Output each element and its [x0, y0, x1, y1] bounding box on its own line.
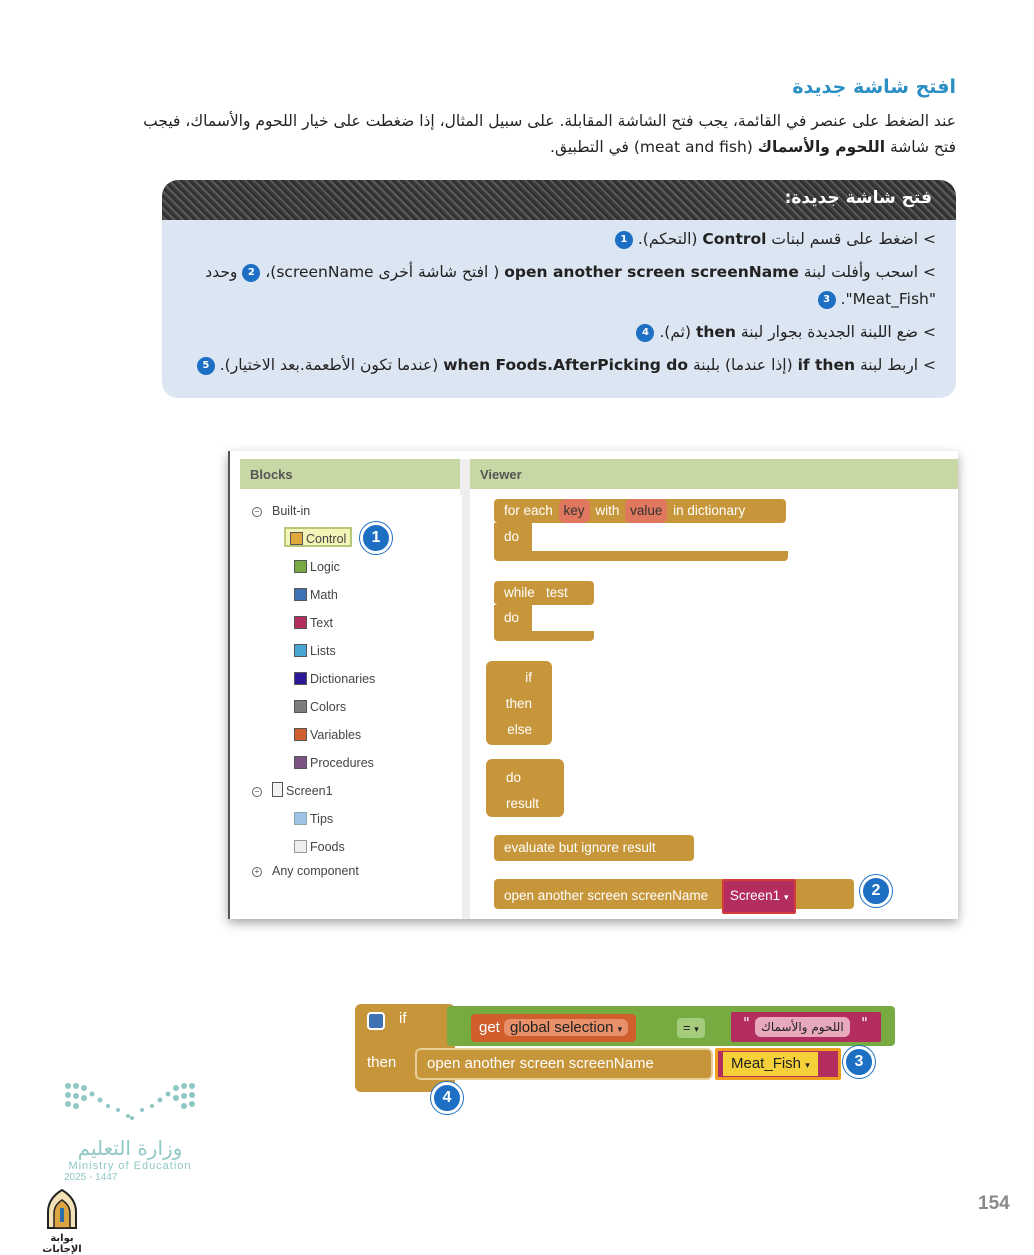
app-inventor-screenshot: [228, 451, 958, 919]
open-another-screen-block[interactable]: open another screen screenName Screen1 ▾: [494, 879, 854, 909]
step-2: > اسحب وأفلت لبنة open another screen screenName ( افتح شاشة أخرى screenName)، 2 وحدد: [205, 263, 936, 281]
ministry-year: 2025 - 1447: [64, 1172, 118, 1183]
instruction-box: [162, 180, 956, 398]
quote-close: ": [861, 1014, 868, 1032]
if-then-else-block[interactable]: if then else: [486, 661, 552, 745]
collapse-icon[interactable]: −: [252, 507, 262, 517]
then-label: then: [367, 1054, 397, 1071]
tree-group-screen1[interactable]: − Screen1: [252, 781, 333, 801]
page-title: افتح شاشة جديدة: [792, 76, 956, 98]
image-icon: [294, 812, 307, 825]
for-each-footer: [494, 551, 788, 561]
blocks-viewer: [470, 495, 958, 919]
if-then-block[interactable]: [355, 1004, 895, 1106]
intro-line-1: عند الضغط على عنصر في القائمة، يجب فتح الشاشة المقابلة. على سبيل المثال، إذا ضغطت على خيار اللحوم والأسماك، فيجب: [143, 112, 956, 130]
tree-item-foods[interactable]: Foods: [294, 837, 345, 857]
tree-item-math[interactable]: Math: [294, 585, 338, 605]
tree-item-control[interactable]: Control: [284, 527, 352, 547]
step-3: > ضع اللبنة الجديدة بجوار لبنة then (ثم). 4: [636, 319, 936, 346]
tree-item-variables[interactable]: Variables: [294, 725, 361, 745]
open-another-screen-block[interactable]: open another screen screenName: [415, 1048, 713, 1080]
do-result-block[interactable]: do result: [486, 759, 564, 817]
variables-color-icon: [294, 728, 307, 741]
global-selection-dropdown[interactable]: global selection ▾: [504, 1019, 628, 1036]
callout-1: 1: [360, 522, 392, 554]
viewer-panel-header: Viewer: [470, 459, 958, 489]
tree-item-tips[interactable]: Tips: [294, 809, 333, 829]
callout-2: 2: [860, 875, 892, 907]
if-label: if: [399, 1010, 407, 1027]
procedures-color-icon: [294, 756, 307, 769]
gear-icon[interactable]: [367, 1012, 385, 1030]
tree-item-procedures[interactable]: Procedures: [294, 753, 374, 773]
control-color-icon: [290, 532, 303, 545]
quote-open: ": [743, 1014, 750, 1032]
while-do: do: [494, 605, 532, 631]
callout-3: 3: [843, 1046, 875, 1078]
for-each-block[interactable]: for each key with value in dictionary: [494, 499, 786, 523]
ministry-name-en: Ministry of Education: [68, 1160, 192, 1172]
tree-item-colors[interactable]: Colors: [294, 697, 346, 717]
portal-logo: [30, 1188, 94, 1255]
logic-color-icon: [294, 560, 307, 573]
step-2-continued: "Meat_Fish". 3: [818, 286, 936, 313]
collapse-icon[interactable]: −: [252, 787, 262, 797]
tree-item-dictionaries[interactable]: Dictionaries: [294, 669, 375, 689]
text-color-icon: [294, 616, 307, 629]
ministry-dots-logo: [60, 1080, 200, 1124]
tree-item-logic[interactable]: Logic: [294, 557, 340, 577]
instruction-box-title: فتح شاشة جديدة:: [784, 188, 932, 208]
portal-name: بوابة الإجابات: [42, 1233, 82, 1255]
while-block[interactable]: while test: [494, 581, 594, 605]
callout-4: 4: [431, 1082, 463, 1114]
intro-paragraph: [76, 108, 956, 160]
step-number-badge: 1: [615, 231, 633, 249]
lists-color-icon: [294, 644, 307, 657]
instruction-box-header: [162, 180, 956, 220]
blocks-panel-header: Blocks: [240, 459, 462, 489]
dictionaries-color-icon: [294, 672, 307, 685]
step-number-badge: 5: [197, 357, 215, 375]
evaluate-block[interactable]: evaluate but ignore result: [494, 835, 694, 861]
tree-group-built-in[interactable]: − Built-in: [252, 501, 310, 521]
step-number-badge: 4: [636, 324, 654, 342]
step-4: > اربط لبنة if then (إذا عندما) بلبنة when Foods.AfterPicking do (عندما تكون الأطعمة.بعد الاختيار). 5: [197, 352, 936, 379]
expand-icon[interactable]: +: [252, 867, 262, 877]
listview-icon: [294, 840, 307, 853]
key-slot[interactable]: key: [559, 499, 590, 523]
page-number: 154: [978, 1193, 1010, 1214]
get-variable-block[interactable]: get global selection ▾: [471, 1014, 636, 1042]
ministry-logo: [60, 1080, 200, 1183]
intro-line-2: فتح شاشة اللحوم والأسماك (meat and fish) في التطبيق.: [550, 138, 956, 156]
mosque-icon: [42, 1188, 82, 1230]
meat-fish-value[interactable]: Meat_Fish ▾: [723, 1052, 818, 1076]
screen-icon: [272, 782, 283, 797]
string-value[interactable]: اللحوم والأسماك: [755, 1017, 850, 1037]
math-color-icon: [294, 588, 307, 601]
step-number-badge: 3: [818, 291, 836, 309]
colors-color-icon: [294, 700, 307, 713]
tree-item-lists[interactable]: Lists: [294, 641, 336, 661]
value-slot[interactable]: value: [625, 499, 667, 523]
ministry-name-ar: وزارة التعليم: [77, 1136, 183, 1160]
blocks-tree: [240, 495, 462, 919]
for-each-do: do: [494, 523, 532, 551]
step-number-badge: 2: [242, 264, 260, 282]
tree-item-text[interactable]: Text: [294, 613, 333, 633]
tree-group-any-component[interactable]: + Any component: [252, 861, 359, 881]
equals-dropdown[interactable]: = ▾: [677, 1018, 705, 1038]
step-1: > اضغط على قسم لبنات Control (التحكم). 1: [615, 226, 936, 253]
screen1-text-slot[interactable]: Screen1 ▾: [722, 879, 797, 914]
while-footer: [494, 631, 594, 641]
